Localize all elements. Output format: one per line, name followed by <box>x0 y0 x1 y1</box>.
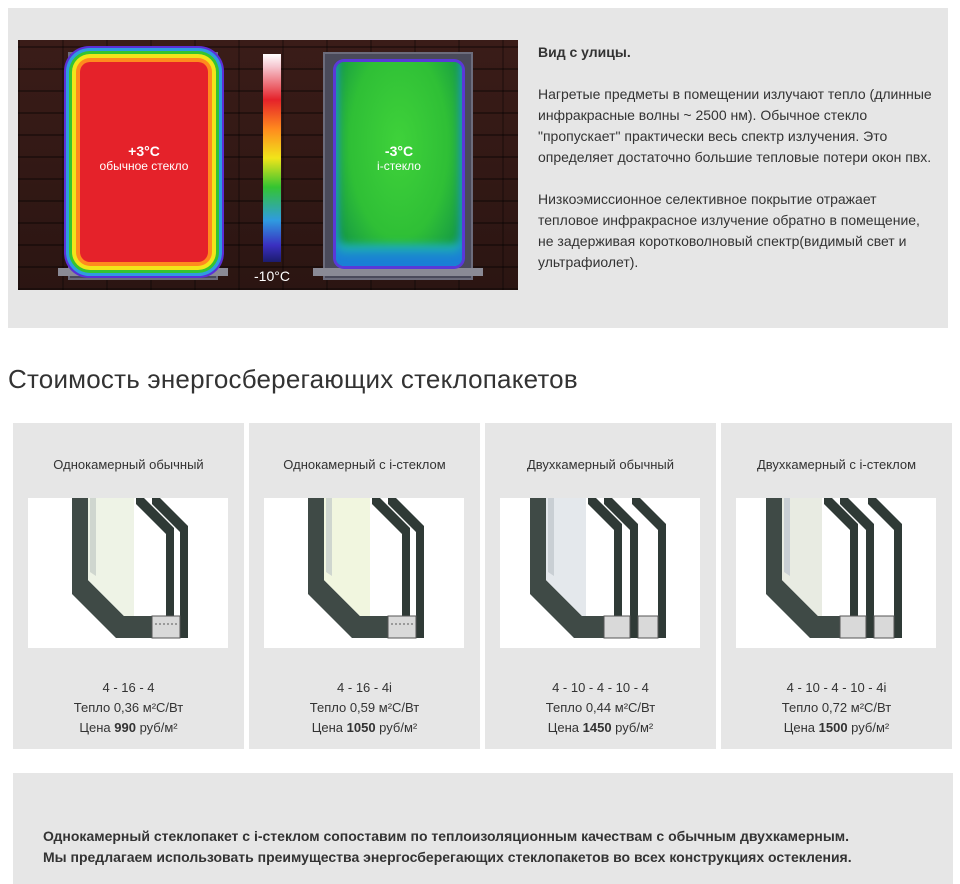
window-sill <box>58 268 228 276</box>
card-heat-value: 0,44 <box>585 700 612 715</box>
summary-note <box>13 773 953 884</box>
glass-unit-card <box>485 423 716 749</box>
card-price: Цена 1500 руб/м² <box>783 720 890 735</box>
info-text <box>538 42 938 294</box>
glass-unit-card <box>721 423 952 749</box>
glass-unit-image <box>736 498 936 648</box>
card-spec <box>13 678 244 738</box>
card-spec <box>721 678 952 738</box>
i-glass-label: i-стекло <box>377 159 421 173</box>
section-title: Стоимость энергосберегающих стеклопакетов <box>8 364 578 394</box>
regular-glass-temp: +3°C <box>128 143 160 159</box>
info-paragraph-1: Нагретые предметы в помещении излучают тепло (длинные инфракрасные волны ~ 2500 нм). Обычное стекло "пропускает" практически весь спектр излучения. Это определяет достаточно большие тепловые потери окон пвх. <box>538 86 932 165</box>
regular-glass-caption <box>80 144 208 174</box>
card-heat-value: 0,36 <box>113 700 140 715</box>
card-price-value: 1450 <box>582 720 612 735</box>
i-glass-caption <box>336 144 462 174</box>
triple-pane-illustration <box>500 498 700 648</box>
card-price-value: 990 <box>114 720 136 735</box>
card-heat-value: 0,72 <box>821 700 848 715</box>
info-paragraph-2: Низкоэмиссионное селективное покрытие отражает тепловое инфракрасное излучение обратно в помещение, не задерживая коротковолновый спектр(видимый свет и ультрафиолет). <box>538 191 920 270</box>
card-formula: 4 - 10 - 4 - 10 - 4 <box>552 680 649 695</box>
summary-note-line-2: Мы предлагаем использовать преимущества энергосберегающих стеклопакетов во всех конструкциях остекления. <box>43 849 852 865</box>
info-title: Вид с улицы. <box>538 44 631 60</box>
card-formula: 4 - 10 - 4 - 10 - 4i <box>786 680 887 695</box>
card-heat: Тепло 0,59 м²С/Вт <box>309 700 420 715</box>
thermal-image <box>18 40 518 290</box>
card-heat: Тепло 0,44 м²С/Вт <box>545 700 656 715</box>
summary-note-line-1: Однокамерный стеклопакет с i-стеклом сопоставим по теплоизоляционным качествам с обычным двухкамерным. <box>43 828 850 844</box>
triple-pane-i-glass-illustration <box>736 498 936 648</box>
thermal-i-glass <box>336 62 462 266</box>
card-price: Цена 1050 руб/м² <box>311 720 418 735</box>
regular-glass-label: обычное стекло <box>99 159 189 173</box>
card-spec <box>249 678 480 738</box>
temperature-scale <box>263 54 281 262</box>
card-formula: 4 - 16 - 4i <box>337 680 392 695</box>
glass-unit-card <box>249 423 480 749</box>
card-price: Цена 1450 руб/м² <box>547 720 654 735</box>
i-glass-temp: -3°C <box>384 143 414 159</box>
card-spec <box>485 678 716 738</box>
card-price: Цена 990 руб/м² <box>79 720 178 735</box>
thermal-regular-glass <box>80 62 208 262</box>
card-price-value: 1500 <box>818 720 848 735</box>
glass-unit-image <box>28 498 228 648</box>
card-title: Двухкамерный обычный <box>527 457 674 472</box>
double-pane-illustration <box>28 498 228 648</box>
card-heat: Тепло 0,36 м²С/Вт <box>73 700 184 715</box>
card-formula: 4 - 16 - 4 <box>102 680 155 695</box>
temperature-scale-label: -10°C <box>254 268 290 284</box>
glass-unit-image <box>264 498 464 648</box>
double-pane-i-glass-illustration <box>264 498 464 648</box>
card-title: Однокамерный с i-стеклом <box>283 457 446 472</box>
summary-note-text <box>43 826 933 868</box>
card-heat-value: 0,59 <box>349 700 376 715</box>
glass-unit-card <box>13 423 244 749</box>
card-title: Двухкамерный с i-стеклом <box>756 457 917 472</box>
info-block <box>8 8 948 328</box>
card-price-value: 1050 <box>346 720 376 735</box>
glass-unit-image <box>500 498 700 648</box>
window-sill <box>313 268 483 276</box>
glass-unit-cards <box>13 423 953 749</box>
card-title: Однокамерный обычный <box>53 457 204 472</box>
card-heat: Тепло 0,72 м²С/Вт <box>781 700 892 715</box>
